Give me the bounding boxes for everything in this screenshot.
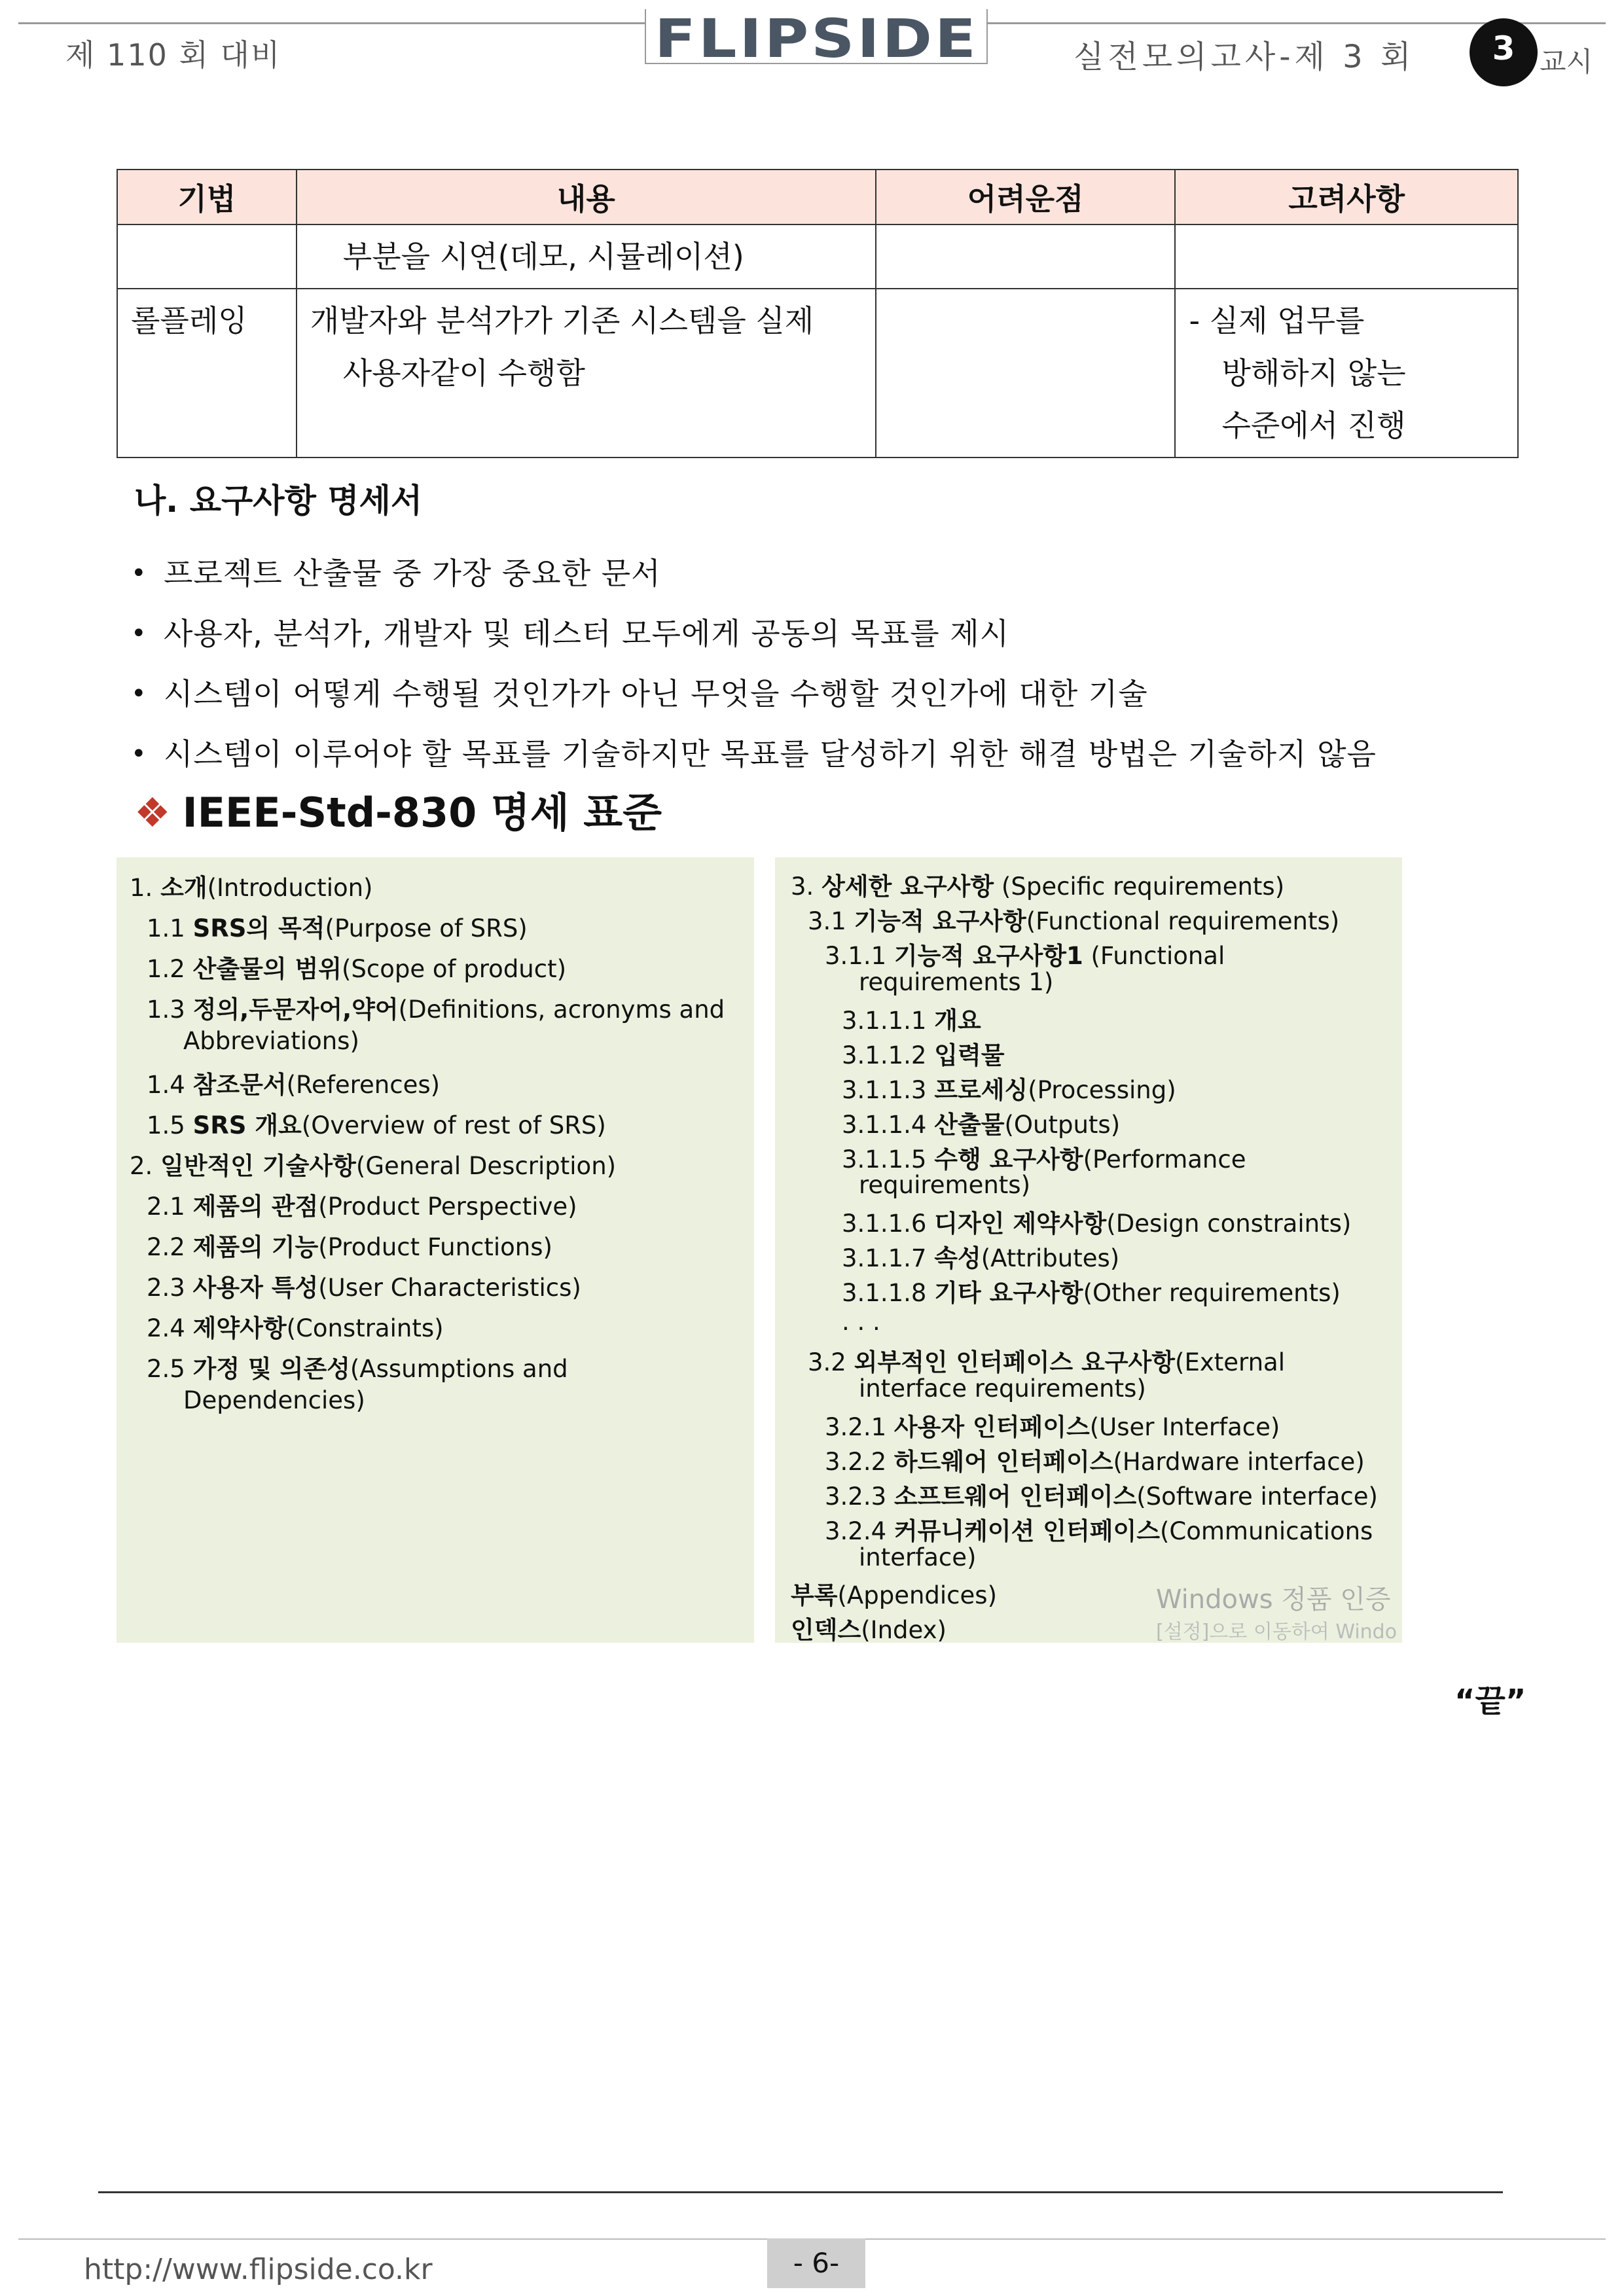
outline-english-term: (Outputs) (1004, 1110, 1121, 1139)
list-item: • 프로젝트 산출물 중 가장 중요한 문서 (131, 543, 1377, 603)
outline-korean-term: 기타 요구사항 (934, 1279, 1083, 1308)
page-number: - 6- (767, 2238, 865, 2288)
table-header-row (117, 170, 1518, 224)
outline-item (147, 1227, 552, 1263)
cell-text: 수준에서 진행 (1221, 408, 1406, 443)
outline-number: 3.1.1.8 (842, 1279, 935, 1308)
outline-korean-term: 속성 (934, 1244, 981, 1273)
outline-english-term: (Product Perspective) (318, 1193, 577, 1221)
cell-text: 개발자와 분석가가 기존 시스템을 실제 (310, 303, 814, 338)
outline-english-term: (User Characteristics) (318, 1274, 581, 1302)
outline-english-term: (Appendices) (837, 1581, 998, 1610)
cell-text: - 실제 업무를 (1189, 303, 1365, 338)
outline-korean-term: 산출물 (934, 1110, 1005, 1139)
outline-item (791, 1575, 997, 1611)
outline-english-term: (Assumptions and (350, 1355, 568, 1384)
footer-rule (98, 2191, 1503, 2193)
outline-item (842, 1001, 981, 1036)
table-header-cell: 고려사항 (1175, 170, 1518, 224)
table-cell (1175, 224, 1518, 289)
outline-korean-term: 커뮤니케이션 인터페이스 (893, 1516, 1160, 1545)
outline-number: 2.1 (147, 1193, 193, 1221)
outline-korean-term: SRS의 목적 (192, 914, 325, 942)
outline-number: 2.2 (147, 1233, 193, 1262)
period-number-badge: 3 (1470, 18, 1538, 86)
outline-english-term: (Scope of product) (341, 955, 567, 983)
outline-number: 1.3 (147, 996, 193, 1024)
flipside-logo: FLIPSIDE (655, 8, 979, 70)
outline-number: 3.1.1.6 (842, 1210, 935, 1238)
outline-number: 3.1.1.5 (842, 1145, 935, 1174)
outline-korean-term: 프로세싱 (934, 1075, 1028, 1104)
standard-title-text: IEEE-Std-830 명세 표준 (182, 789, 662, 836)
standard-title (134, 780, 662, 838)
table-header-cell: 기법 (117, 170, 297, 224)
outline-number: 2. (130, 1152, 161, 1181)
outline-english-term: (Attributes) (981, 1244, 1120, 1273)
outline-korean-term: 가정 및 의존성 (192, 1355, 350, 1384)
exam-round: 제 110 회 대비 (65, 37, 281, 73)
outline-item (130, 868, 373, 903)
windows-activation-watermark-sub: [설정]으로 이동하여 Windo (1156, 1621, 1398, 1643)
outline-number: 3.2.2 (825, 1447, 894, 1476)
outline-item (842, 1105, 1120, 1140)
outline-korean-term: 인덱스 (791, 1616, 861, 1645)
outline-korean-term: 제품의 관점 (192, 1193, 319, 1221)
outline-korean-term: 소개 (160, 874, 208, 902)
outline-item-continuation: Dependencies) (183, 1386, 365, 1415)
section-title: 나. 요구사항 명세서 (134, 482, 423, 520)
outline-item (825, 1407, 1280, 1443)
windows-activation-watermark: Windows 정품 인증 (1156, 1585, 1391, 1615)
outline-english-term: (Definitions, acronyms and (398, 996, 725, 1024)
outline-number: 1.1 (147, 914, 193, 942)
outline-english-term: (Design constraints) (1106, 1210, 1352, 1238)
outline-number: . . . (842, 1308, 880, 1336)
outline-english-term: (Index) (861, 1616, 947, 1645)
cell-text: 사용자같이 수행함 (342, 355, 585, 391)
outline-item (825, 1477, 1378, 1512)
outline-english-term: (General Description) (355, 1152, 617, 1181)
outline-item-continuation: interface) (859, 1543, 977, 1571)
table-row (117, 224, 1518, 289)
outline-korean-term: 기능적 요구사항1 (893, 942, 1083, 970)
outline-korean-term: 상세한 요구사항 (821, 872, 994, 901)
outline-number: 2.3 (147, 1274, 193, 1302)
outline-english-term: (User Interface) (1089, 1412, 1280, 1441)
bullet-list (131, 543, 1377, 784)
outline-item (147, 1308, 444, 1344)
technique-table (117, 169, 1519, 458)
table-cell (297, 289, 876, 457)
outline-korean-term: 산출물의 범위 (192, 955, 342, 983)
outline-item (808, 1342, 1285, 1378)
outline-item (147, 1187, 577, 1222)
outline-number: 3.2.4 (825, 1516, 894, 1545)
outline-item (842, 1139, 1246, 1175)
outline-korean-term: 디자인 제약사항 (934, 1210, 1107, 1238)
outline-number: 3.1.1.3 (842, 1075, 935, 1104)
outline-item (147, 949, 566, 984)
outline-korean-term: 일반적인 기술사항 (160, 1152, 356, 1181)
outline-number: 3. (791, 872, 822, 901)
outline-item (825, 1511, 1373, 1547)
outline-number: 1.2 (147, 955, 193, 983)
outline-korean-term: 하드웨어 인터페이스 (893, 1447, 1113, 1476)
period-label: 교시 (1540, 46, 1593, 78)
outline-english-term: (Functional (1083, 942, 1225, 970)
outline-number: 3.2.1 (825, 1412, 894, 1441)
outline-number: 2.4 (147, 1314, 193, 1343)
outline-english-term: (Software interface) (1136, 1482, 1378, 1511)
diamond-icon: ❖ (134, 789, 171, 836)
outline-number: 3.2.3 (825, 1482, 894, 1511)
list-item: • 시스템이 이루어야 할 목표를 기술하지만 목표를 달성하기 위한 해결 방법은 기술하지 않음 (131, 724, 1377, 784)
outline-item-continuation: Abbreviations) (183, 1027, 359, 1056)
outline-korean-term: 입력물 (934, 1041, 1005, 1069)
outline-korean-term: SRS 개요 (192, 1111, 302, 1140)
outline-item (791, 1610, 947, 1645)
outline-english-term: (Processing) (1028, 1075, 1176, 1104)
outline-english-term: (References) (286, 1071, 441, 1100)
outline-korean-term: 사용자 특성 (192, 1274, 319, 1302)
outline-english-term: (Other requirements) (1083, 1279, 1341, 1308)
outline-item (825, 1442, 1365, 1477)
outline-number: 3.1.1.7 (842, 1244, 935, 1273)
outline-number: 1.5 (147, 1111, 193, 1140)
outline-english-term: (Introduction) (207, 874, 373, 902)
outline-number: 1. (130, 874, 161, 902)
outline-english-term: (Overview of rest of SRS) (301, 1111, 606, 1140)
outline-korean-term: 부록 (791, 1581, 838, 1610)
outline-number: 3.2 (808, 1348, 854, 1377)
table-cell (297, 224, 876, 289)
outline-english-term: (Product Functions) (318, 1233, 552, 1262)
end-mark: “끝” (1454, 1683, 1526, 1719)
table-row (117, 289, 1518, 457)
outline-item (842, 1035, 1004, 1071)
outline-korean-term: 제약사항 (192, 1314, 287, 1343)
outline-number: 3.1.1.2 (842, 1041, 935, 1069)
outline-item (147, 908, 528, 944)
footer-url: http://www.flipside.co.kr (84, 2253, 433, 2286)
outline-item (147, 1105, 606, 1141)
outline-item (842, 1308, 880, 1336)
outline-number: 1.4 (147, 1071, 193, 1100)
cell-text: 부분을 시연(데모, 시뮬레이션) (342, 239, 744, 274)
outline-number: 3.1.1.1 (842, 1006, 935, 1035)
outline-korean-term: 정의,두문자어,약어 (192, 996, 399, 1024)
outline-korean-term: 제품의 기능 (192, 1233, 319, 1262)
outline-english-term: (Functional requirements) (1026, 907, 1340, 935)
outline-item (130, 1146, 616, 1181)
outline-english-term: (Performance (1083, 1145, 1246, 1174)
list-item: • 시스템이 어떻게 수행될 것인가가 아닌 무엇을 수행할 것인가에 대한 기술 (131, 664, 1377, 724)
outline-korean-term: 참조문서 (192, 1071, 287, 1100)
outline-english-term: (Constraints) (286, 1314, 444, 1343)
outline-item-continuation: requirements) (859, 1171, 1031, 1200)
outline-english-term: (Purpose of SRS) (325, 914, 528, 942)
cell-text: 방해하지 않는 (1221, 355, 1406, 391)
outline-item (147, 990, 725, 1025)
outline-number: 3.1 (808, 907, 854, 935)
outline-item (825, 936, 1225, 971)
outline-english-term: (External (1175, 1348, 1285, 1377)
outline-item-continuation: interface requirements) (859, 1374, 1146, 1403)
outline-korean-term: 수행 요구사항 (934, 1145, 1083, 1174)
outline-english-term: (Hardware interface) (1113, 1447, 1365, 1476)
exam-title: 실전모의고사-제 3 회 (1074, 39, 1415, 75)
outline-korean-term: 사용자 인터페이스 (893, 1412, 1090, 1441)
srs-outline-right (775, 857, 1402, 1643)
outline-item (147, 1268, 581, 1303)
outline-item (842, 1070, 1176, 1105)
outline-item-continuation: requirements 1) (859, 967, 1054, 996)
outline-korean-term: 소프트웨어 인터페이스 (893, 1482, 1137, 1511)
table-cell (876, 224, 1176, 289)
outline-korean-term: 외부적인 인터페이스 요구사항 (854, 1348, 1176, 1377)
outline-item (147, 1065, 440, 1100)
table-cell (1175, 289, 1518, 457)
table-header-cell: 어려운점 (876, 170, 1176, 224)
outline-number: 3.1.1.4 (842, 1110, 935, 1139)
outline-number: 2.5 (147, 1355, 193, 1384)
outline-item (842, 1204, 1351, 1239)
table-cell: 롤플레잉 (117, 289, 297, 457)
outline-item (147, 1349, 568, 1384)
outline-number: 3.1.1 (825, 942, 894, 970)
outline-item (808, 901, 1339, 937)
table-cell (117, 224, 297, 289)
list-item: • 사용자, 분석가, 개발자 및 테스터 모두에게 공동의 목표를 제시 (131, 603, 1377, 664)
outline-english-term: (Communications (1159, 1516, 1373, 1545)
outline-korean-term: 기능적 요구사항 (854, 907, 1026, 935)
outline-item (791, 867, 1284, 902)
outline-korean-term: 개요 (934, 1006, 981, 1035)
outline-item (842, 1273, 1341, 1308)
outline-item (842, 1238, 1119, 1274)
table-header-cell: 내용 (297, 170, 876, 224)
table-cell (876, 289, 1176, 457)
outline-english-term: (Specific requirements) (994, 872, 1285, 901)
srs-outline-left (117, 857, 754, 1643)
